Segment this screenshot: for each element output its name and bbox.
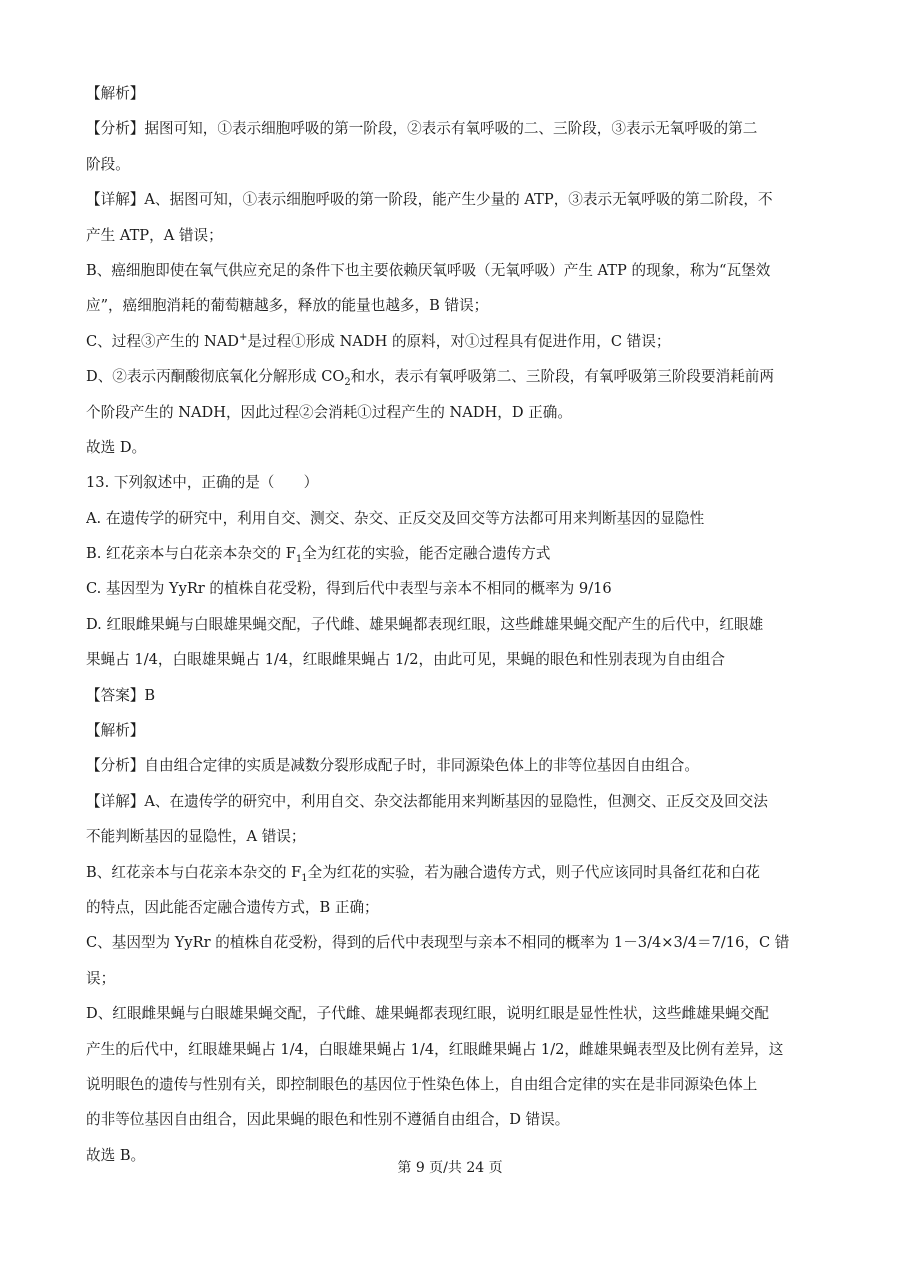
text-line: 【分析】据图可知，①表示细胞呼吸的第一阶段，②表示有氧呼吸的二、三阶段，③表示无氧呼吸的第二 <box>86 120 758 138</box>
text-segment: 是过程①形成 NADH 的原料，对①过程具有促进作用，C 错误； <box>247 332 671 350</box>
text-line: 产生 ATP，A 错误； <box>86 226 223 244</box>
text-segment: C、过程③产生的 NAD <box>86 332 239 350</box>
text-segment: 全为红花的实验，若为融合遗传方式，则子代应该同时具备红花和白花 <box>307 863 761 881</box>
text-line: 故选 D。 <box>86 438 147 456</box>
text-line: 故选 B。 <box>86 1146 146 1164</box>
text-line: 13. 下列叙述中，正确的是（ ） <box>86 474 319 492</box>
text-line: C. 基因型为 YyRr 的植株自花受粉，得到后代中表型与亲本不相同的概率为 9/16 <box>86 580 612 598</box>
subscript: 1 <box>295 553 303 565</box>
text-line: D. 红眼雌果蝇与白眼雄果蝇交配，子代雌、雄果蝇都表现红眼，这些雌雄果蝇交配产生的后代中，红眼雄 <box>86 615 764 633</box>
text-line: 误； <box>86 969 116 987</box>
document-body <box>86 76 832 1173</box>
text-segment: D、②表示丙酮酸彻底氧化分解形成 CO <box>86 368 345 386</box>
text-line: 不能判断基因的显隐性，A 错误； <box>86 828 306 846</box>
text-line: C、基因型为 YyRr 的植株自花受粉，得到的后代中表现型与亲本不相同的概率为 1－3/4×3/4＝7/16，C 错 <box>86 934 790 952</box>
text-line <box>86 359 832 394</box>
text-line <box>86 536 832 571</box>
text-line: 的非等位基因自由组合，因此果蝇的眼色和性别不遵循自由组合，D 错误。 <box>86 1111 570 1129</box>
text-line: B、癌细胞即使在氧气供应充足的条件下也主要依赖厌氧呼吸（无氧呼吸）产生 ATP 的现象，称为“瓦堡效 <box>86 261 771 279</box>
text-line: 说明眼色的遗传与性别有关，即控制眼色的基因位于性染色体上，自由组合定律的实在是非同源染色体上 <box>86 1075 758 1093</box>
text-line: 个阶段产生的 NADH，因此过程②会消耗①过程产生的 NADH，D 正确。 <box>86 403 572 421</box>
text-line: 的特点，因此能否定融合遗传方式，B 正确； <box>86 898 379 916</box>
text-line: 【解析】 <box>86 85 145 102</box>
text-line: 【详解】A、在遗传学的研究中，利用自交、杂交法都能用来判断基因的显隐性，但测交、正反交及回交法 <box>86 792 768 810</box>
text-line: 阶段。 <box>86 155 130 173</box>
text-line: D、红眼雌果蝇与白眼雄果蝇交配，子代雌、雄果蝇都表现红眼，说明红眼是显性性状，这些雌雄果蝇交配 <box>86 1005 770 1023</box>
subscript: 2 <box>344 377 351 389</box>
text-segment: B. 红花亲本与白花亲本杂交的 F <box>86 545 296 563</box>
text-line: A. 在遗传学的研究中，利用自交、测交、杂交、正反交及回交等方法都可用来判断基因的显隐性 <box>86 509 705 527</box>
subscript: 1 <box>301 872 308 884</box>
text-segment: B、红花亲本与白花亲本杂交的 F <box>86 863 302 881</box>
text-line: 果蝇占 1/4，白眼雄果蝇占 1/4，红眼雌果蝇占 1/2，由此可见，果蝇的眼色和性别表现为自由组合 <box>86 651 725 669</box>
text-line: 应”，癌细胞消耗的葡萄糖越多，释放的能量也越多，B 错误； <box>86 297 489 315</box>
text-line: 【答案】B <box>86 686 156 704</box>
text-line <box>86 324 832 359</box>
page-footer: 第 9 页/共 24 页 <box>397 1160 503 1176</box>
text-segment: 全为红花的实验，能否定融合遗传方式 <box>302 545 551 563</box>
text-line: 【详解】A、据图可知，①表示细胞呼吸的第一阶段，能产生少量的 ATP，③表示无氧呼吸的第二阶段，不 <box>86 191 773 209</box>
text-line: 【解析】 <box>86 722 145 740</box>
text-segment: 和水，表示有氧呼吸第二、三阶段，有氧呼吸第三阶段要消耗前两 <box>350 368 774 386</box>
text-line <box>86 855 832 890</box>
text-line: 【分析】自由组合定律的实质是减数分裂形成配子时，非同源染色体上的非等位基因自由组合。 <box>86 757 699 775</box>
text-line: 产生的后代中，红眼雄果蝇占 1/4，白眼雄果蝇占 1/4，红眼雌果蝇占 1/2，雌雄果蝇表型及比例有差异，这 <box>86 1040 784 1058</box>
superscript: + <box>238 331 248 343</box>
